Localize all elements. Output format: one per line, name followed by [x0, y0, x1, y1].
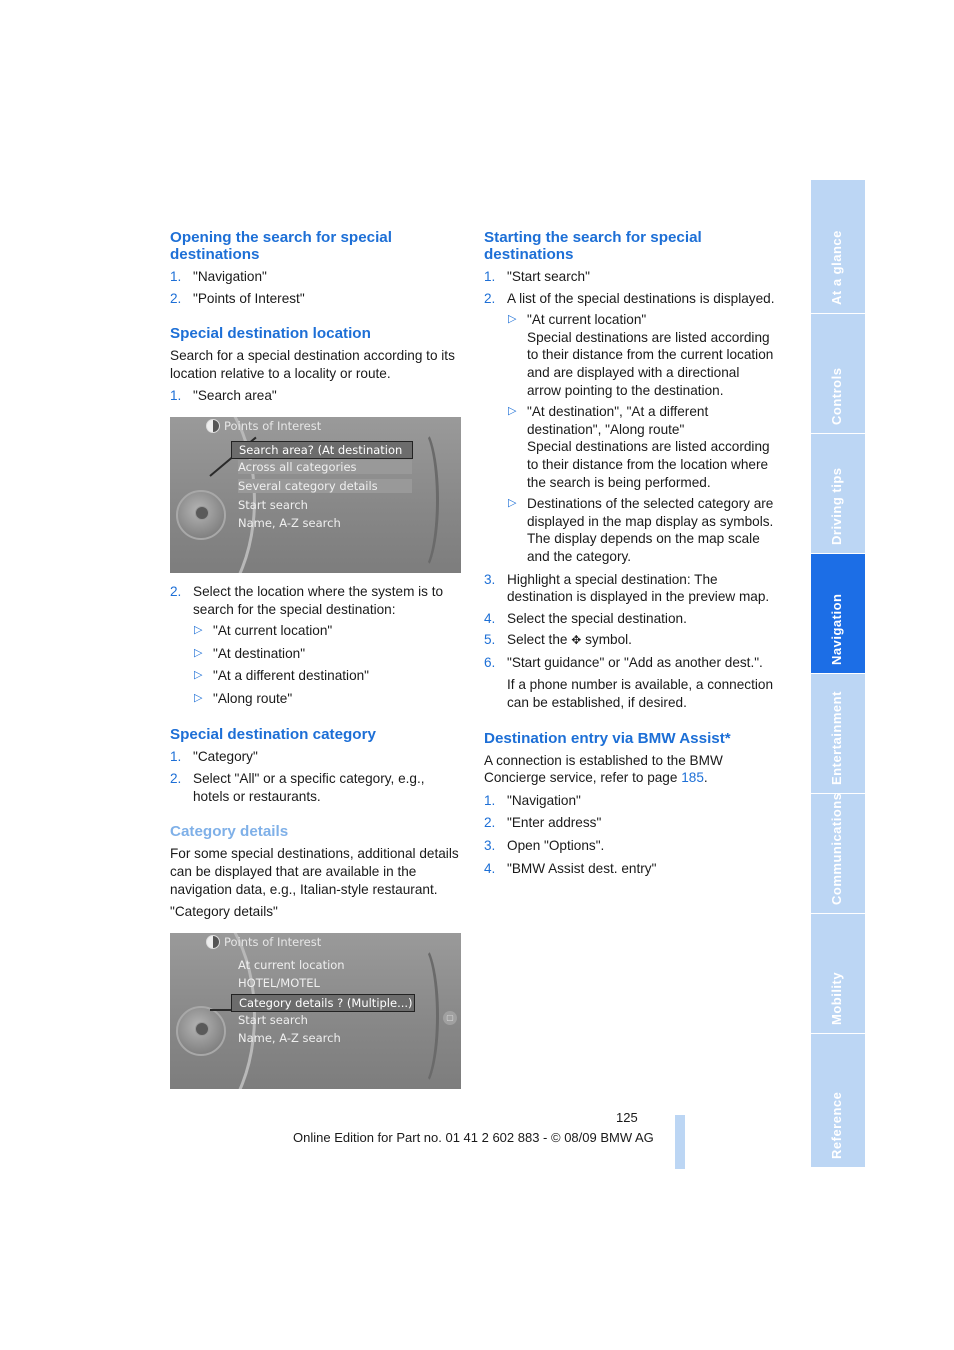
screen-menu-item: Start search: [238, 497, 308, 512]
category-steps: [170, 748, 462, 806]
scroll-icon: ▢: [443, 1011, 457, 1025]
triangle-bullet-icon: ▷: [194, 691, 203, 704]
heading-opening-search: Opening the search for special destinations: [170, 229, 392, 263]
screen-menu-item: Name, A-Z search: [238, 515, 341, 530]
list-item: ▷ "Along route": [194, 690, 293, 706]
tab-controls[interactable]: Controls: [811, 314, 865, 434]
heading-category-details: Category details: [170, 823, 289, 841]
page-link[interactable]: 185: [681, 770, 704, 786]
triangle-bullet-icon: ▷: [194, 646, 203, 659]
list-item: ▷ "At destination", "At a different destination", "Along route" Special destinations are listed according to their distance from the location where the search is being performed.: [508, 404, 770, 490]
list-item: 6. "Start guidance" or "Add as another dest.".: [484, 654, 763, 670]
list-item: 3. Open "Options".: [484, 838, 605, 854]
knob-center-icon: [195, 1022, 209, 1036]
start-steps-2: [484, 571, 776, 672]
assist-intro: A connection is established to the BMW Concierge service, refer to page 185.: [484, 752, 723, 786]
screen-menu-item-selected: Search area? (At destination: [231, 441, 413, 459]
screen-header: Points of Interest: [206, 935, 321, 949]
heading-bmw-assist: Destination entry via BMW Assist*: [484, 729, 731, 747]
list-item: 5. Select the ✥ symbol.: [484, 632, 632, 648]
location-steps: [170, 387, 462, 405]
list-item: ▷ "At current location": [194, 623, 333, 639]
start-steps: [484, 268, 776, 307]
heading-destination-location: Special destination location: [170, 325, 371, 343]
screen-menu-item: Start search: [238, 1012, 308, 1027]
triangle-bullet-icon: ▷: [508, 313, 517, 326]
screenshot-search-area: [170, 417, 461, 573]
list-item: ▷ Destinations of the selected category are displayed in the map display as symbols. The display depends on the map scale and the category.: [508, 496, 774, 564]
triangle-bullet-icon: ▷: [194, 624, 203, 637]
screen-menu-item: Several category details: [238, 479, 412, 493]
list-item: ▷ "At destination": [194, 645, 306, 661]
list-item: 2. Select the location where the system is to search for the special destination:: [170, 583, 444, 617]
location-intro: Search for a special destination according to its location relative to a locality or route.: [170, 348, 455, 381]
list-item: 2. Select "All" or a specific category, e.g., hotels or restaurants.: [170, 771, 425, 804]
side-tabs: [811, 180, 865, 1167]
footer-bar: [675, 1115, 685, 1169]
list-item: 2. A list of the special destinations is displayed.: [484, 290, 775, 306]
list-item: 1. "Category": [170, 748, 258, 764]
details-text: For some special destinations, additional details can be displayed that are available in the navigation data, e.g., Italian-style restaurant.: [170, 846, 459, 897]
opening-steps: [170, 268, 462, 307]
tab-entertainment[interactable]: Entertainment: [811, 674, 865, 794]
list-item: 2. "Enter address": [484, 815, 602, 831]
heading-destination-category: Special destination category: [170, 725, 376, 743]
bmw-logo-icon: [206, 419, 220, 433]
list-item: 4. "BMW Assist dest. entry": [484, 860, 657, 876]
tab-driving-tips[interactable]: Driving tips: [811, 434, 865, 554]
list-item: 1. "Navigation": [484, 792, 581, 808]
right-column: [484, 229, 776, 877]
tab-communications[interactable]: Communications: [811, 794, 865, 914]
page-number: 125: [616, 1110, 638, 1125]
tab-mobility[interactable]: Mobility: [811, 914, 865, 1034]
bmw-logo-icon: [206, 935, 220, 949]
screen-menu-item: HOTEL/MOTEL: [238, 975, 320, 990]
list-item: 1. "Navigation": [170, 269, 267, 284]
step6-note: If a phone number is available, a connection can be established, if desired.: [507, 677, 774, 711]
left-column: [170, 229, 462, 1089]
assist-steps: [484, 792, 776, 877]
triangle-bullet-icon: ▷: [508, 497, 517, 510]
list-item: ▷ "At current location" Special destinations are listed according to their distance from the current location and are displayed with a directional arrow pointing to the destination.: [508, 312, 774, 398]
screen-header: Points of Interest: [206, 419, 321, 433]
list-item: 4. Select the special destination.: [484, 610, 687, 626]
screen-menu-item: Across all categories: [238, 460, 412, 474]
tab-at-a-glance[interactable]: At a glance: [811, 180, 865, 314]
location-options: [193, 622, 462, 707]
screenshot-category-details: [170, 933, 461, 1089]
screen-menu-item: At current location: [238, 957, 345, 972]
triangle-bullet-icon: ▷: [194, 669, 203, 682]
screen-menu-item: Name, A-Z search: [238, 1030, 341, 1045]
list-item: 1. "Start search": [484, 269, 590, 284]
tab-navigation[interactable]: Navigation: [811, 554, 865, 674]
result-options: [507, 311, 776, 565]
heading-starting-search: Starting the search for special destinations: [484, 229, 702, 263]
knob-center-icon: [195, 506, 209, 520]
list-item: 2. "Points of Interest": [170, 290, 305, 306]
list-item: 1. "Search area": [170, 388, 277, 404]
flag-symbol-icon: ✥: [571, 633, 582, 648]
location-steps-2: [170, 583, 462, 618]
footer-text: Online Edition for Part no. 01 41 2 602 883 - © 08/09 BMW AG: [293, 1130, 654, 1145]
tab-reference[interactable]: Reference: [811, 1034, 865, 1168]
triangle-bullet-icon: ▷: [508, 405, 517, 418]
list-item: ▷ "At a different destination": [194, 668, 370, 684]
details-quote: "Category details": [170, 904, 278, 920]
list-item: 3. Highlight a special destination: The destination is displayed in the preview map.: [484, 571, 770, 605]
screen-menu-item-selected: Category details ? (Multiple...): [231, 994, 415, 1012]
